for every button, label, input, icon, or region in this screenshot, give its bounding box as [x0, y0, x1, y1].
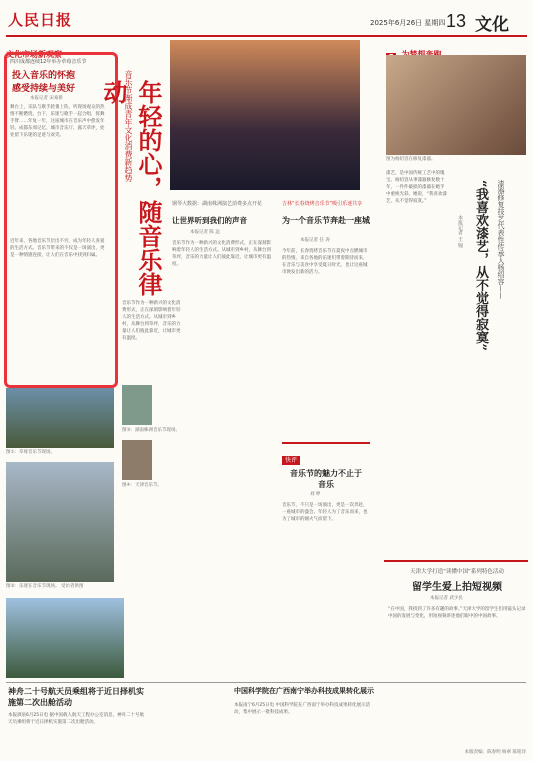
bottom-story-1-title: 神舟二十号航天员乘组将于近日择机实施第二次出舱活动 [8, 686, 144, 707]
center-body-b [172, 440, 272, 610]
center-right-byline: 本报记者 任 涛 [300, 238, 330, 243]
issue-date: 2025年6月26日 星期四 [370, 19, 446, 27]
column-header-text: 文化市场新观察 [6, 50, 62, 59]
center-right-kicker: 吉林“长春烧烤音乐节”吸引乐迷共享 [282, 201, 363, 207]
commentary-tag: 快评 [282, 456, 300, 465]
box-byline: 本报记者 武少民 [430, 596, 463, 601]
subhead-b-byline: 本报记者 陈 远 [190, 230, 220, 235]
bottom-story-1-body: 本报酒泉6月25日电 据中国载人航天工程办公室消息，神舟二十号航天员乘组将于近日择机实施第二次出舱活动。 [8, 713, 145, 725]
center-body-a [172, 240, 272, 430]
subhead-b: 让世界听到我们的声音 [172, 216, 247, 225]
small-photo-b [122, 440, 152, 480]
bottom-rule [6, 682, 526, 683]
page-editors: 本版责编：陈春明 杨翠 陈铭洋 [464, 750, 526, 755]
article-body-2: 近年来，各地音乐节层出不穷，成为年轻人喜爱的生活方式。音乐节带来的不仅是一场演出，更是一种情感连接，让人们在音乐中找到归属。 [10, 239, 105, 258]
commentary-byline: 刘 婷 [310, 492, 321, 497]
commentary-label [282, 447, 300, 466]
section-title: 文化 [475, 15, 509, 35]
photo-caption-2: 图②：乐迷在音乐节现场。 受访者供图 [6, 584, 84, 589]
festival-photo-1 [6, 388, 114, 448]
concert-stage-photo [170, 40, 360, 190]
right-byline: 本报记者 王 锦 [457, 215, 463, 249]
center-right-body: 今年前，长春烧烤音乐节在夏夜中点燃城市的热情。来自各地的乐迷们带着期待而来，在音乐与美食中享受夏日时光，也让这座城市焕发出新的活力。 [282, 249, 368, 275]
bottom-story-2-body: 本报南宁6月25日电 中国科学院在广西南宁举办科技成果转化展示活动，集中展示一批科技成果。 [234, 703, 371, 715]
bottom-story-2-title: 中国科学院在广西南宁举办科技成果转化展示 [234, 686, 374, 695]
bottom-story-1-body-cont [152, 686, 226, 750]
mid-body-a: 音乐节作为一种新兴的文化消费形式，正在深刻影响着年轻人的生活方式。从城市到乡村，从舞台到草坪，音乐的力量让人们彼此靠近，让城市更有温度。 [122, 301, 181, 341]
masthead-rule [6, 35, 527, 37]
center-body-a-text: 音乐节作为一种新兴的文化消费形式，正在深刻影响着年轻人的生活方式。从城市到乡村，从舞台到草坪，音乐的力量让人们彼此靠近，让城市更有温度。 [172, 241, 271, 267]
stadium-photo [6, 598, 124, 678]
article-byline: 本报记者 宋豪新 [30, 96, 63, 101]
vertical-kicker: 音乐节渐成青年文化消费新趋势 [124, 70, 133, 182]
article-title-line2: 感受持续与美好 [12, 84, 76, 94]
commentary-rule [282, 442, 370, 444]
box-rule [384, 560, 528, 562]
artisan-photo [386, 55, 526, 155]
box-body: “在中国，我找到了许多有趣的故事。”天津大学的留学生们用镜头记录中国的发展与变化，用短视频讲述他们眼中的中国故事。 [388, 607, 526, 619]
article-body-1: 舞台上，乐队与歌手轮番上阵，听现场观众的热情不断燃烧，台下，乐迷与歌手一起合唱，挥舞手臂……年复一年，这座城市在音乐声中愈发年轻。成都东郊记忆、城市音乐厅、露天草坪，处处留下乐迷的足迹与欢笑。 [10, 105, 105, 138]
column-header [6, 42, 116, 59]
commentary-title: 音乐节的魅力不止于音乐 [290, 468, 362, 489]
article-title-line1: 投入音乐的怀抱 [12, 71, 76, 81]
commentary-body: 音乐节，不只是一场演出，更是一次奔赴，一座城市的盛会。年轻人为了音乐而来，也为了城市的烟火气而留下。 [282, 503, 368, 522]
page-number: 13 [446, 11, 467, 31]
right-vertical-headline: “我喜欢漆艺，从不觉得寂寞” [473, 180, 488, 351]
photo-caption-1: 图①：草莓音乐节现场。 [6, 450, 56, 455]
box-title: 留学生爱上拍短视频 [412, 582, 502, 593]
right-body-b [386, 380, 526, 555]
small-photo-a [122, 385, 152, 425]
small-photo-caption-b: 图④：天津音乐节。 [122, 483, 163, 488]
subhead-a: 钢琴大数据：湖南株洲演艺消费多点开花 [172, 201, 263, 207]
right-vertical-kicker: 漆器修复技艺代表性传承人杨绍容—— [497, 180, 505, 299]
artisan-photo-caption: 图为杨绍容在修复漆器。 [386, 157, 436, 162]
vertical-headline: 年轻的心，随音乐律动 [99, 80, 163, 296]
article-kicker: 四川成都连续12年举办草莓音乐节 [10, 59, 87, 65]
right-body-a: 漆艺，是中国传统工艺中的瑰宝。杨绍容从事漆器修复数十年，一件件破损的漆器在她手中重焕光彩。她说，“我喜欢漆艺，从不觉得寂寞。” [386, 171, 447, 204]
festival-photo-2 [6, 462, 114, 582]
center-right-headline: 为一个音乐节奔赴一座城 [282, 215, 370, 225]
masthead [0, 0, 533, 40]
box-kicker: 天津大学打造“读懂中国”系列特色活动 [410, 569, 504, 575]
newspaper-logo: 人民日报 [8, 11, 73, 29]
small-photo-caption-a: 图③：湖南株洲音乐节现场。 [122, 428, 181, 433]
